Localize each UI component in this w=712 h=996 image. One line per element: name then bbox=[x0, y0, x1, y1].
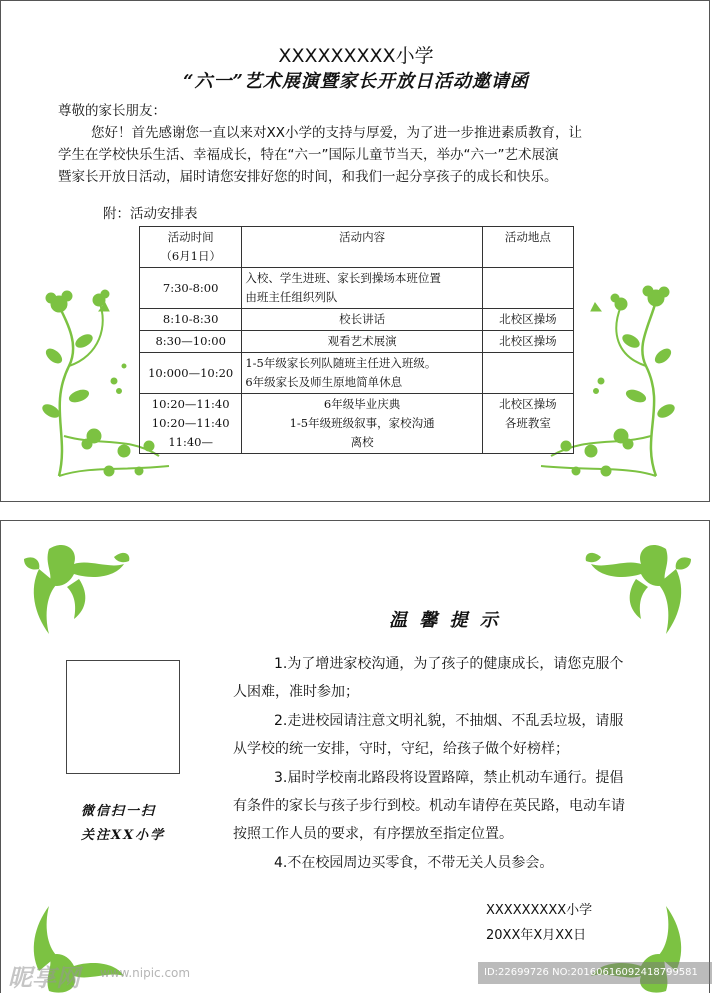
school-title: XXXXXXXXX小学 bbox=[278, 45, 434, 67]
row-place bbox=[482, 353, 573, 394]
header-content: 活动内容 bbox=[242, 227, 483, 268]
row-content: 入校、学生进班、家长到操场本班位置 由班主任组织列队 bbox=[242, 268, 483, 309]
letter-line-1: 您好！首先感谢您一直以来对XX小学的支持与厚爱，为了进一步推进素质教育，让 bbox=[91, 125, 582, 141]
tip-line-3: 2.走进校园请注意文明礼貌，不抽烟、不乱丢垃圾，请服 bbox=[274, 713, 624, 729]
tip-line-2: 人困难，准时参加； bbox=[233, 684, 359, 700]
row-content: 6年级毕业庆典 1-5年级班级叙事，家校沟通 离校 bbox=[242, 394, 483, 454]
letter-line-3: 暨家长开放日活动，届时请您安排好您的时间，和我们一起分享孩子的成长和快乐。 bbox=[58, 169, 558, 185]
row-time: 8:10-8:30 bbox=[140, 309, 242, 331]
corner-ornament-top-left-icon bbox=[19, 539, 134, 649]
tip-line-5: 3.届时学校南北路段将设置路障，禁止机动车通行。提倡 bbox=[274, 770, 624, 786]
tip-line-1: 1.为了增进家校沟通，为了孩子的健康成长，请您克服个 bbox=[274, 656, 624, 672]
tip-line-8: 4.不在校园周边买零食，不带无关人员参会。 bbox=[274, 855, 554, 871]
header-time bbox=[140, 227, 242, 268]
row-content: 校长讲话 bbox=[242, 309, 483, 331]
tip-line-6: 有条件的家长与孩子步行到校。机动车请停在英民路，电动车请 bbox=[233, 798, 625, 814]
signature: XXXXXXXXX小学 bbox=[486, 903, 593, 918]
row-place: 北校区操场 各班教室 bbox=[482, 394, 573, 454]
letter-line-2: 学生在学校快乐生活、幸福成长，特在“六一”国际儿童节当天，举办“六一”艺术展演 bbox=[58, 147, 559, 163]
row-content: 1-5年级家长列队随班主任进入班级。 6年级家长及师生原地简单休息 bbox=[242, 353, 483, 394]
header-place: 活动地点 bbox=[482, 227, 573, 268]
tips-title: 温 馨 提 示 bbox=[389, 610, 501, 631]
corner-ornament-top-right-icon bbox=[581, 539, 696, 649]
schedule-header-row bbox=[140, 227, 574, 268]
date: 20XX年X月XX日 bbox=[486, 928, 587, 943]
row-time: 10:000—10:20 bbox=[140, 353, 242, 394]
qr-code-placeholder bbox=[66, 660, 180, 774]
schedule-label: 附：活动安排表 bbox=[103, 206, 198, 222]
table-row bbox=[140, 353, 574, 394]
watermark-logo: 昵享网 bbox=[8, 964, 80, 992]
row-place: 北校区操场 bbox=[482, 331, 573, 353]
schedule-table bbox=[139, 226, 574, 454]
watermark-id-bar bbox=[478, 962, 712, 984]
watermark-id: ID:22699726 NO:20160616092418799581 bbox=[484, 967, 698, 978]
row-time: 7:30-8:00 bbox=[140, 268, 242, 309]
table-row bbox=[140, 309, 574, 331]
row-content: 观看艺术展演 bbox=[242, 331, 483, 353]
table-row bbox=[140, 394, 574, 454]
table-row bbox=[140, 331, 574, 353]
qr-caption-line-1: 微信扫一扫 bbox=[81, 804, 157, 819]
qr-caption-line-2: 关注XX小学 bbox=[81, 828, 166, 843]
header-time-label: 活动时间 bbox=[167, 230, 214, 244]
event-title: “六一”艺术展演暨家长开放日活动邀请函 bbox=[183, 71, 529, 92]
tip-line-4: 从学校的统一安排，守时，守纪，给孩子做个好榜样； bbox=[233, 741, 569, 757]
row-place bbox=[482, 268, 573, 309]
tip-line-7: 按照工作人员的要求，有序摆放至指定位置。 bbox=[233, 826, 513, 842]
row-time: 10:20—11:40 10:20—11:40 11:40— bbox=[140, 394, 242, 454]
table-row bbox=[140, 268, 574, 309]
header-date-label: （6月1日） bbox=[160, 249, 221, 263]
tips-card bbox=[0, 520, 710, 993]
watermark-url: www.nipic.com bbox=[100, 966, 191, 980]
row-place: 北校区操场 bbox=[482, 309, 573, 331]
row-time: 8:30—10:00 bbox=[140, 331, 242, 353]
greeting: 尊敬的家长朋友： bbox=[58, 103, 166, 119]
